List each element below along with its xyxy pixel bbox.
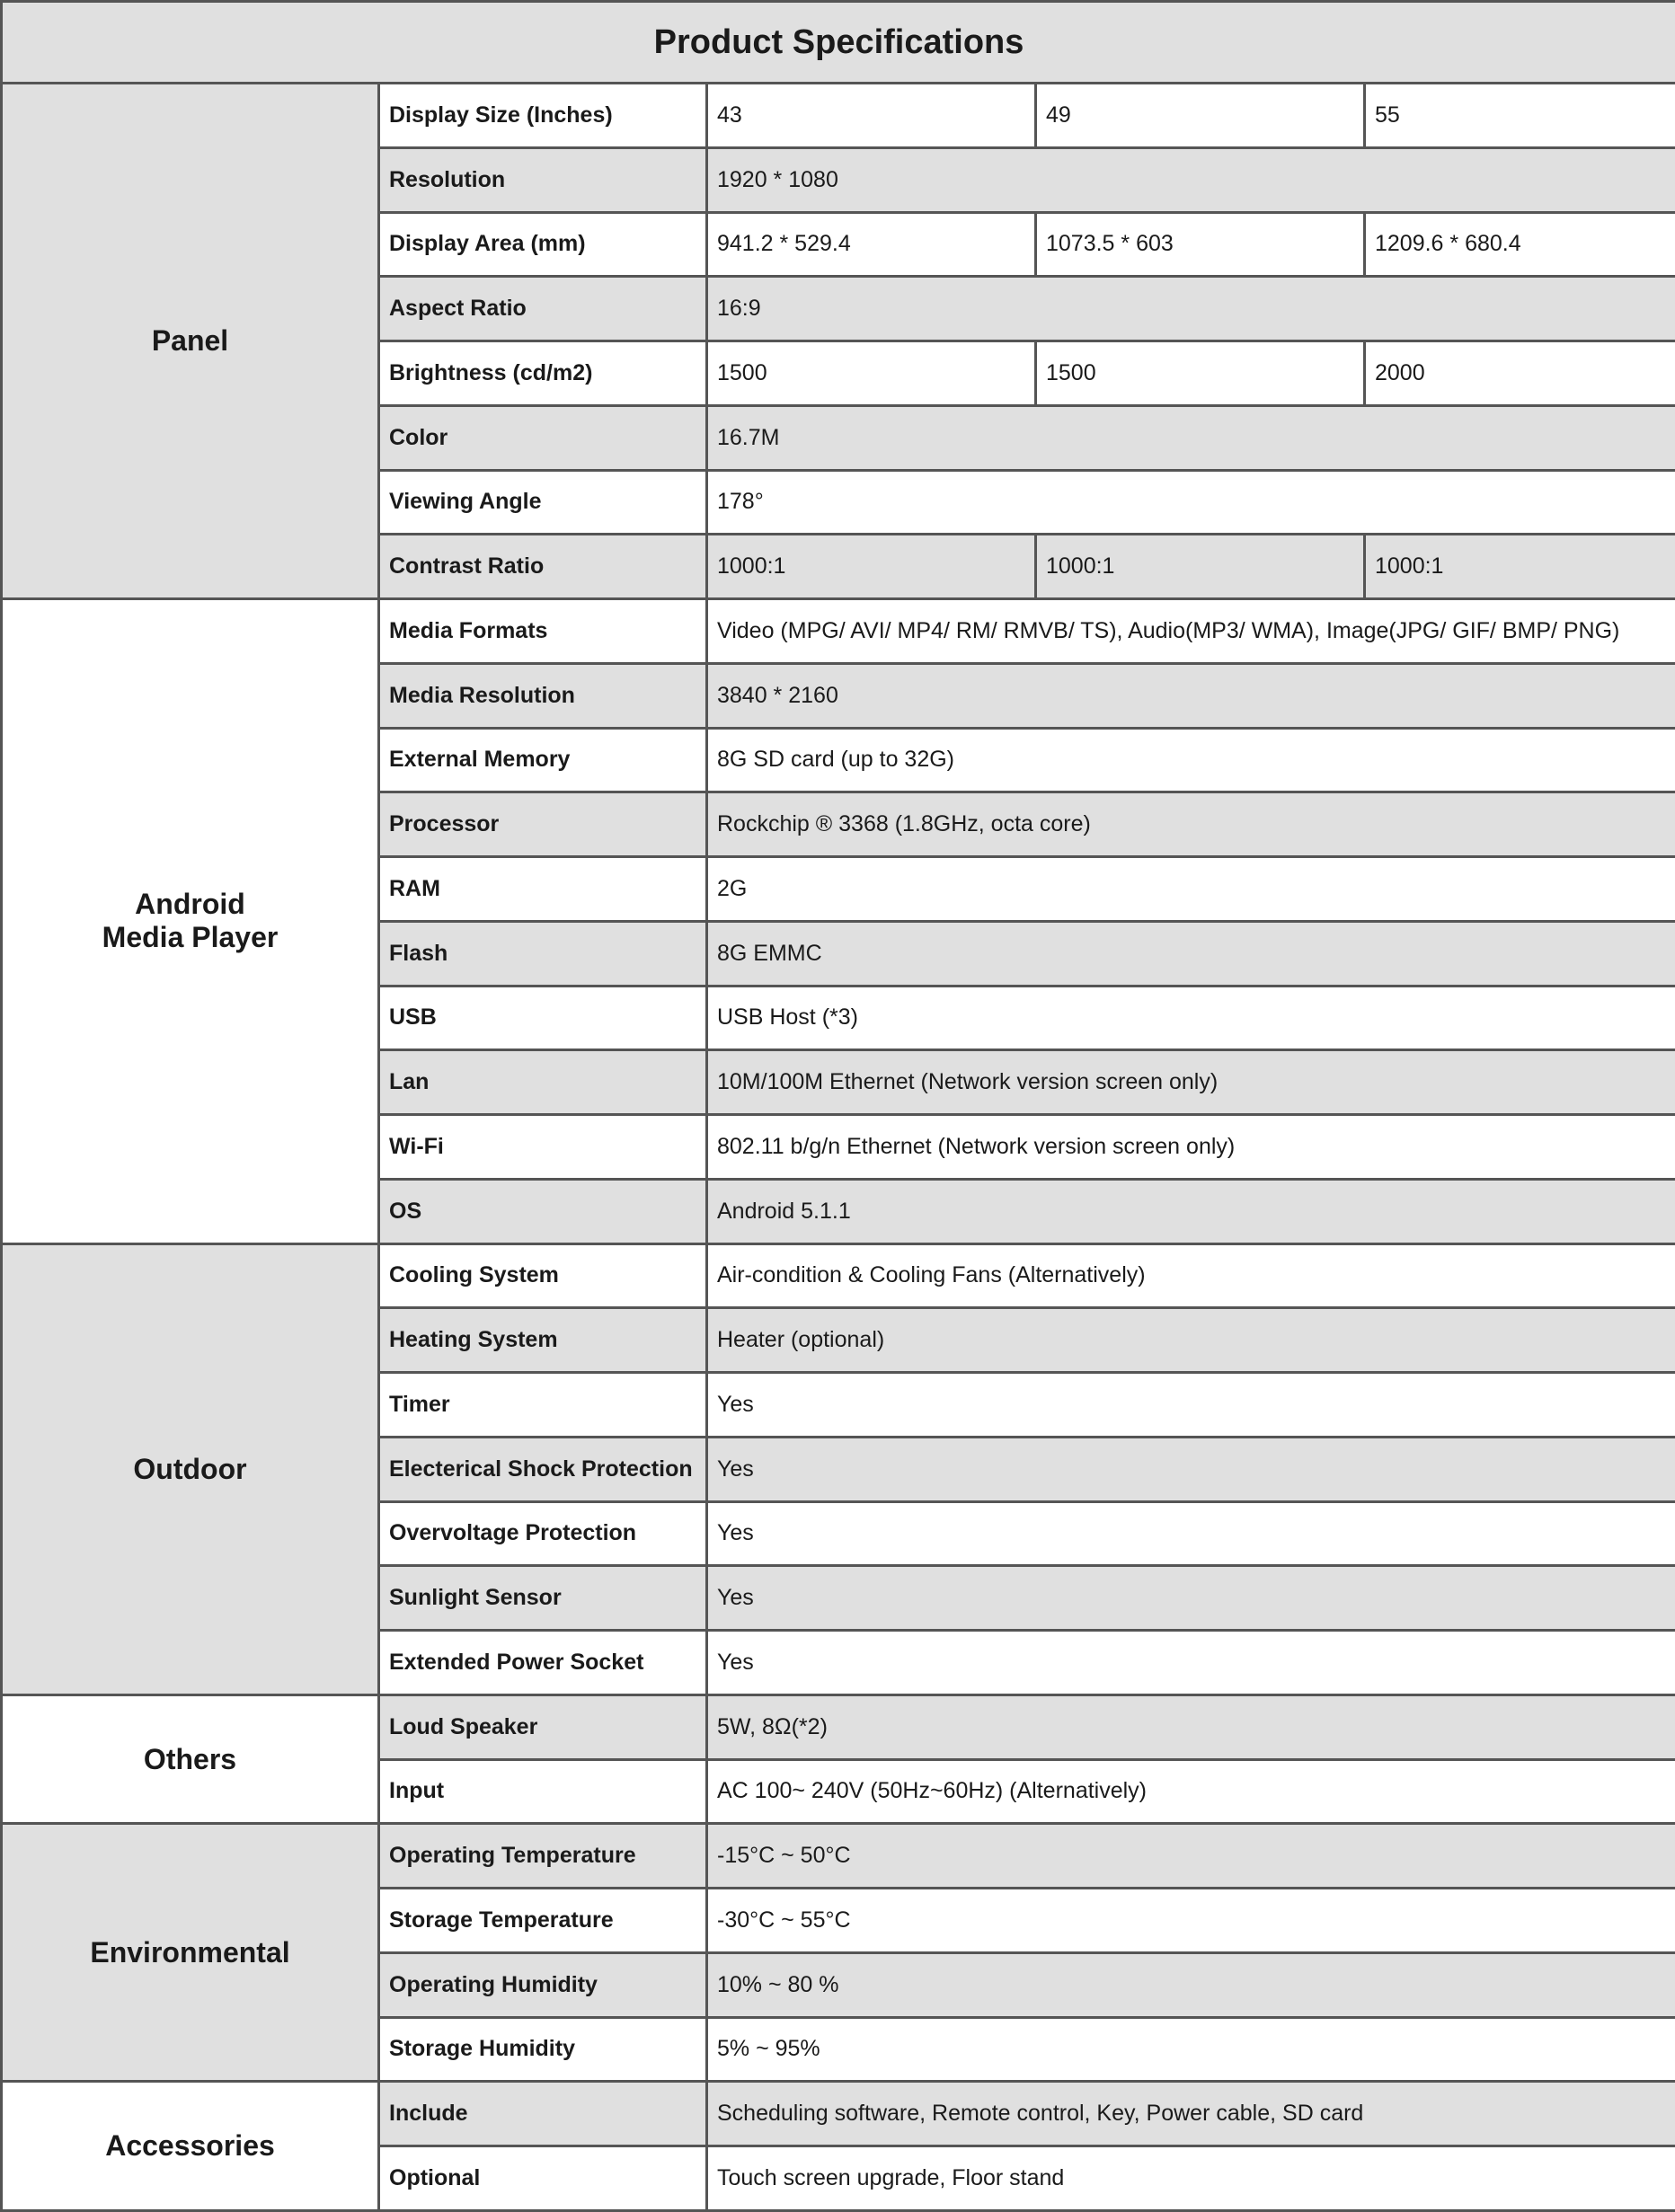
spec-value: 8G EMMC — [707, 921, 1675, 986]
spec-label: Display Size (Inches) — [379, 84, 707, 148]
spec-value: -30°C ~ 55°C — [707, 1889, 1675, 1953]
spec-value: Yes — [707, 1566, 1675, 1631]
spec-label: Resolution — [379, 147, 707, 212]
table-row — [2, 599, 1675, 664]
spec-label: Storage Temperature — [379, 1889, 707, 1953]
spec-label: Color — [379, 405, 707, 470]
spec-label: Aspect Ratio — [379, 277, 707, 341]
spec-label: Extended Power Socket — [379, 1631, 707, 1695]
spec-label: Contrast Ratio — [379, 535, 707, 599]
title-row — [2, 2, 1675, 84]
table-row — [2, 1243, 1675, 1308]
spec-value: Video (MPG/ AVI/ MP4/ RM/ RMVB/ TS), Audio(MP3/ WMA), Image(JPG/ GIF/ BMP/ PNG) — [707, 599, 1675, 664]
spec-value: 1500 — [1036, 341, 1365, 406]
spec-value: 3840 * 2160 — [707, 663, 1675, 728]
group-label: Android Media Player — [2, 599, 379, 1244]
table-row — [2, 1824, 1675, 1889]
spec-label: Heating System — [379, 1308, 707, 1373]
spec-label: Wi-Fi — [379, 1115, 707, 1180]
spec-value: 10% ~ 80 % — [707, 1952, 1675, 2017]
spec-body — [2, 84, 1675, 2211]
spec-label: USB — [379, 986, 707, 1050]
spec-label: Flash — [379, 921, 707, 986]
spec-value: 55 — [1365, 84, 1675, 148]
table-title: Product Specifications — [2, 2, 1675, 84]
spec-label: Electerical Shock Protection — [379, 1437, 707, 1501]
spec-value: 43 — [707, 84, 1036, 148]
table-row — [2, 84, 1675, 148]
spec-value: Scheduling software, Remote control, Key, Power cable, SD card — [707, 2082, 1675, 2146]
spec-value: 2000 — [1365, 341, 1675, 406]
spec-label: Include — [379, 2082, 707, 2146]
spec-label: Media Resolution — [379, 663, 707, 728]
spec-value: Yes — [707, 1373, 1675, 1438]
group-label: Panel — [2, 84, 379, 599]
spec-value: 802.11 b/g/n Ethernet (Network version screen only) — [707, 1115, 1675, 1180]
spec-label: OS — [379, 1179, 707, 1243]
spec-label: External Memory — [379, 728, 707, 792]
spec-label: Optional — [379, 2146, 707, 2211]
spec-value: 1209.6 * 680.4 — [1365, 212, 1675, 277]
spec-value: 5W, 8Ω(*2) — [707, 1694, 1675, 1759]
spec-label: Storage Humidity — [379, 2017, 707, 2082]
spec-value: 49 — [1036, 84, 1365, 148]
spec-value: Rockchip ® 3368 (1.8GHz, octa core) — [707, 792, 1675, 857]
spec-label: Loud Speaker — [379, 1694, 707, 1759]
spec-value: Yes — [707, 1501, 1675, 1566]
spec-value: 5% ~ 95% — [707, 2017, 1675, 2082]
spec-value: Yes — [707, 1437, 1675, 1501]
spec-value: 178° — [707, 470, 1675, 535]
table-row — [2, 2082, 1675, 2146]
spec-value: 1500 — [707, 341, 1036, 406]
spec-label: Brightness (cd/m2) — [379, 341, 707, 406]
spec-value: Touch screen upgrade, Floor stand — [707, 2146, 1675, 2211]
spec-value: 10M/100M Ethernet (Network version screen only) — [707, 1050, 1675, 1115]
spec-label: Operating Humidity — [379, 1952, 707, 2017]
spec-value: 1000:1 — [1365, 535, 1675, 599]
spec-value: 941.2 * 529.4 — [707, 212, 1036, 277]
spec-value: Android 5.1.1 — [707, 1179, 1675, 1243]
spec-label: Viewing Angle — [379, 470, 707, 535]
spec-value: -15°C ~ 50°C — [707, 1824, 1675, 1889]
spec-value: USB Host (*3) — [707, 986, 1675, 1050]
group-label: Outdoor — [2, 1243, 379, 1694]
spec-value: 1000:1 — [707, 535, 1036, 599]
spec-label: Timer — [379, 1373, 707, 1438]
spec-value: Yes — [707, 1631, 1675, 1695]
spec-label: Display Area (mm) — [379, 212, 707, 277]
spec-label: Processor — [379, 792, 707, 857]
spec-label: Cooling System — [379, 1243, 707, 1308]
spec-value: 1073.5 * 603 — [1036, 212, 1365, 277]
spec-label: Input — [379, 1759, 707, 1824]
spec-value: 1920 * 1080 — [707, 147, 1675, 212]
spec-value: 8G SD card (up to 32G) — [707, 728, 1675, 792]
spec-label: Operating Temperature — [379, 1824, 707, 1889]
spec-label: RAM — [379, 857, 707, 922]
group-label: Environmental — [2, 1824, 379, 2082]
spec-value: 16.7M — [707, 405, 1675, 470]
spec-value: 16:9 — [707, 277, 1675, 341]
spec-value: AC 100~ 240V (50Hz~60Hz) (Alternatively) — [707, 1759, 1675, 1824]
spec-value: 1000:1 — [1036, 535, 1365, 599]
spec-label: Media Formats — [379, 599, 707, 664]
group-label: Others — [2, 1694, 379, 1824]
group-label: Accessories — [2, 2082, 379, 2211]
table-row — [2, 1694, 1675, 1759]
spec-value: Air-condition & Cooling Fans (Alternatively) — [707, 1243, 1675, 1308]
spec-value: 2G — [707, 857, 1675, 922]
spec-label: Lan — [379, 1050, 707, 1115]
spec-label: Sunlight Sensor — [379, 1566, 707, 1631]
spec-label: Overvoltage Protection — [379, 1501, 707, 1566]
spec-value: Heater (optional) — [707, 1308, 1675, 1373]
